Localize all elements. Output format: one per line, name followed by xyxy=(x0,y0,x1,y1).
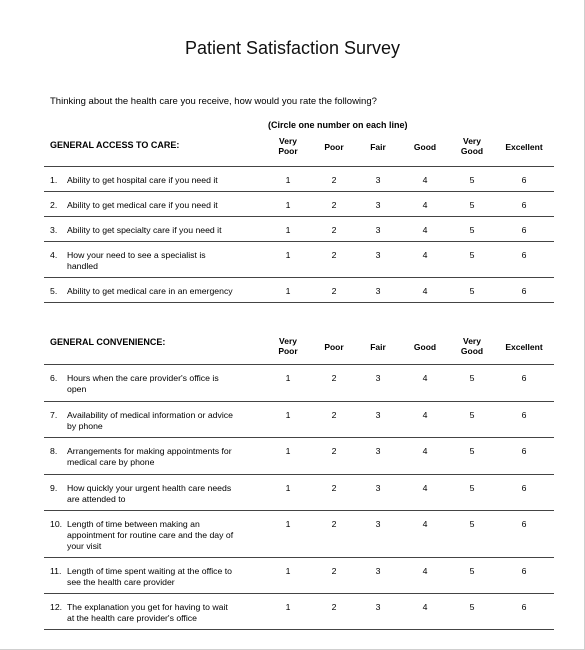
rating-option[interactable]: 1 xyxy=(285,200,291,210)
rating-option[interactable]: 3 xyxy=(375,200,381,210)
rating-column-header: Very Poor xyxy=(278,336,298,356)
rating-option[interactable]: 6 xyxy=(521,446,527,456)
rating-column-header: Excellent xyxy=(505,342,543,352)
question-number: 4. xyxy=(50,250,58,260)
question-number: 3. xyxy=(50,225,58,235)
rating-option[interactable]: 1 xyxy=(285,286,291,296)
rating-option[interactable]: 4 xyxy=(422,519,428,529)
survey-question-row xyxy=(44,475,554,511)
rating-option[interactable]: 2 xyxy=(331,446,337,456)
rating-option[interactable]: 1 xyxy=(285,602,291,612)
question-number: 8. xyxy=(50,446,58,456)
rating-option[interactable]: 2 xyxy=(331,483,337,493)
rating-option[interactable]: 6 xyxy=(521,602,527,612)
question-number: 11. xyxy=(50,566,62,576)
survey-question-row xyxy=(44,594,554,630)
survey-question-row xyxy=(44,167,554,192)
question-text: Ability to get specialty care if you need it xyxy=(67,225,222,235)
rating-option[interactable]: 2 xyxy=(331,250,337,260)
rating-option[interactable]: 1 xyxy=(285,175,291,185)
rating-option[interactable]: 6 xyxy=(521,373,527,383)
rating-option[interactable]: 6 xyxy=(521,175,527,185)
rating-option[interactable]: 3 xyxy=(375,566,381,576)
rating-column-header: Very Good xyxy=(460,336,484,356)
rating-option[interactable]: 6 xyxy=(521,410,527,420)
rating-option[interactable]: 6 xyxy=(521,566,527,576)
rating-option[interactable]: 4 xyxy=(422,566,428,576)
rating-option[interactable]: 1 xyxy=(285,483,291,493)
rating-option[interactable]: 4 xyxy=(422,373,428,383)
rating-option[interactable]: 1 xyxy=(285,519,291,529)
rating-option[interactable]: 4 xyxy=(422,410,428,420)
question-text: Ability to get hospital care if you need it xyxy=(67,175,218,185)
question-text: Length of time between making an appointment for routine care and the day of your visit xyxy=(67,519,234,551)
rating-option[interactable]: 3 xyxy=(375,602,381,612)
rating-option[interactable]: 2 xyxy=(331,225,337,235)
survey-question-row xyxy=(44,558,554,594)
question-text: How your need to see a specialist is handled xyxy=(67,250,206,271)
rating-option[interactable]: 4 xyxy=(422,286,428,296)
rating-option[interactable]: 6 xyxy=(521,250,527,260)
rating-option[interactable]: 2 xyxy=(331,410,337,420)
rating-option[interactable]: 6 xyxy=(521,483,527,493)
rating-option[interactable]: 6 xyxy=(521,225,527,235)
rating-option[interactable]: 6 xyxy=(521,200,527,210)
rating-option[interactable]: 4 xyxy=(422,250,428,260)
question-number: 9. xyxy=(50,483,58,493)
rating-option[interactable]: 3 xyxy=(375,483,381,493)
survey-question-row xyxy=(44,365,554,402)
rating-column-header: Good xyxy=(413,142,437,152)
rating-column-header: Excellent xyxy=(505,142,543,152)
rating-option[interactable]: 3 xyxy=(375,286,381,296)
rating-option[interactable]: 2 xyxy=(331,286,337,296)
rating-option[interactable]: 4 xyxy=(422,225,428,235)
rating-option[interactable]: 5 xyxy=(469,602,475,612)
rating-option[interactable]: 5 xyxy=(469,175,475,185)
survey-question-row xyxy=(44,278,554,303)
question-number: 12. xyxy=(50,602,63,612)
question-text: How quickly your urgent health care needs are attended to xyxy=(67,483,232,504)
rating-option[interactable]: 3 xyxy=(375,175,381,185)
rating-option[interactable]: 5 xyxy=(469,286,475,296)
survey-title: Patient Satisfaction Survey xyxy=(184,38,401,58)
rating-option[interactable]: 5 xyxy=(469,200,475,210)
rating-option[interactable]: 4 xyxy=(422,200,428,210)
rating-option[interactable]: 2 xyxy=(331,200,337,210)
question-text: The explanation you get for having to wait at the health care provider's office xyxy=(67,602,228,623)
section-header xyxy=(44,332,554,365)
survey-question-row xyxy=(44,438,554,475)
rating-option[interactable]: 2 xyxy=(331,602,337,612)
section-title: GENERAL CONVENIENCE: xyxy=(50,337,166,347)
rating-option[interactable]: 3 xyxy=(375,250,381,260)
rating-option[interactable]: 5 xyxy=(469,483,475,493)
intro-text: Thinking about the health care you receive, how would you rate the following? xyxy=(50,96,377,107)
question-number: 1. xyxy=(50,175,58,185)
rating-option[interactable]: 5 xyxy=(469,250,475,260)
rating-option[interactable]: 6 xyxy=(521,286,527,296)
question-text: Length of time spent waiting at the office to see the health care provider xyxy=(67,566,233,587)
rating-option[interactable]: 5 xyxy=(469,566,475,576)
rating-column-header: Poor xyxy=(324,142,344,152)
rating-column-header: Very Poor xyxy=(278,136,298,156)
survey-question-row xyxy=(44,192,554,217)
rating-column-header: Very Good xyxy=(460,136,484,156)
question-number: 10. xyxy=(50,519,63,529)
rating-option[interactable]: 5 xyxy=(469,225,475,235)
section-title: GENERAL ACCESS TO CARE: xyxy=(50,140,180,150)
rating-option[interactable]: 2 xyxy=(331,519,337,529)
rating-option[interactable]: 2 xyxy=(331,373,337,383)
rating-option[interactable]: 4 xyxy=(422,446,428,456)
rating-option[interactable]: 1 xyxy=(285,225,291,235)
rating-column-header: Fair xyxy=(370,342,386,352)
rating-option[interactable]: 5 xyxy=(469,373,475,383)
question-number: 6. xyxy=(50,373,58,383)
rating-option[interactable]: 4 xyxy=(422,175,428,185)
question-number: 2. xyxy=(50,200,58,210)
rating-option[interactable]: 1 xyxy=(285,410,291,420)
circle-instruction: (Circle one number on each line) xyxy=(268,120,408,130)
rating-option[interactable]: 1 xyxy=(285,373,291,383)
rating-option[interactable]: 1 xyxy=(285,446,291,456)
rating-option[interactable]: 2 xyxy=(331,175,337,185)
question-text: Ability to get medical care in an emergency xyxy=(67,286,233,296)
rating-option[interactable]: 5 xyxy=(469,410,475,420)
question-number: 7. xyxy=(50,410,58,420)
question-text: Arrangements for making appointments for medical care by phone xyxy=(67,446,232,467)
rating-option[interactable]: 5 xyxy=(469,519,475,529)
question-text: Availability of medical information or advice by phone xyxy=(67,410,233,431)
question-text: Hours when the care provider's office is open xyxy=(67,373,219,394)
rating-option[interactable]: 3 xyxy=(375,410,381,420)
rating-option[interactable]: 6 xyxy=(521,519,527,529)
survey-question-row xyxy=(44,511,554,558)
question-number: 5. xyxy=(50,286,58,296)
section-header xyxy=(44,134,554,167)
rating-option[interactable]: 1 xyxy=(285,566,291,576)
survey-section xyxy=(44,134,554,303)
rating-option[interactable]: 5 xyxy=(469,446,475,456)
rating-column-header: Good xyxy=(413,342,437,352)
rating-option[interactable]: 3 xyxy=(375,446,381,456)
rating-option[interactable]: 3 xyxy=(375,373,381,383)
survey-question-row xyxy=(44,402,554,438)
rating-option[interactable]: 3 xyxy=(375,225,381,235)
survey-question-row xyxy=(44,217,554,242)
rating-option[interactable]: 3 xyxy=(375,519,381,529)
rating-option[interactable]: 2 xyxy=(331,566,337,576)
survey-section xyxy=(44,332,554,630)
rating-column-header: Fair xyxy=(370,142,386,152)
rating-option[interactable]: 4 xyxy=(422,483,428,493)
rating-option[interactable]: 1 xyxy=(285,250,291,260)
survey-question-row xyxy=(44,242,554,278)
question-text: Ability to get medical care if you need it xyxy=(67,200,218,210)
rating-option[interactable]: 4 xyxy=(422,602,428,612)
rating-column-header: Poor xyxy=(324,342,344,352)
